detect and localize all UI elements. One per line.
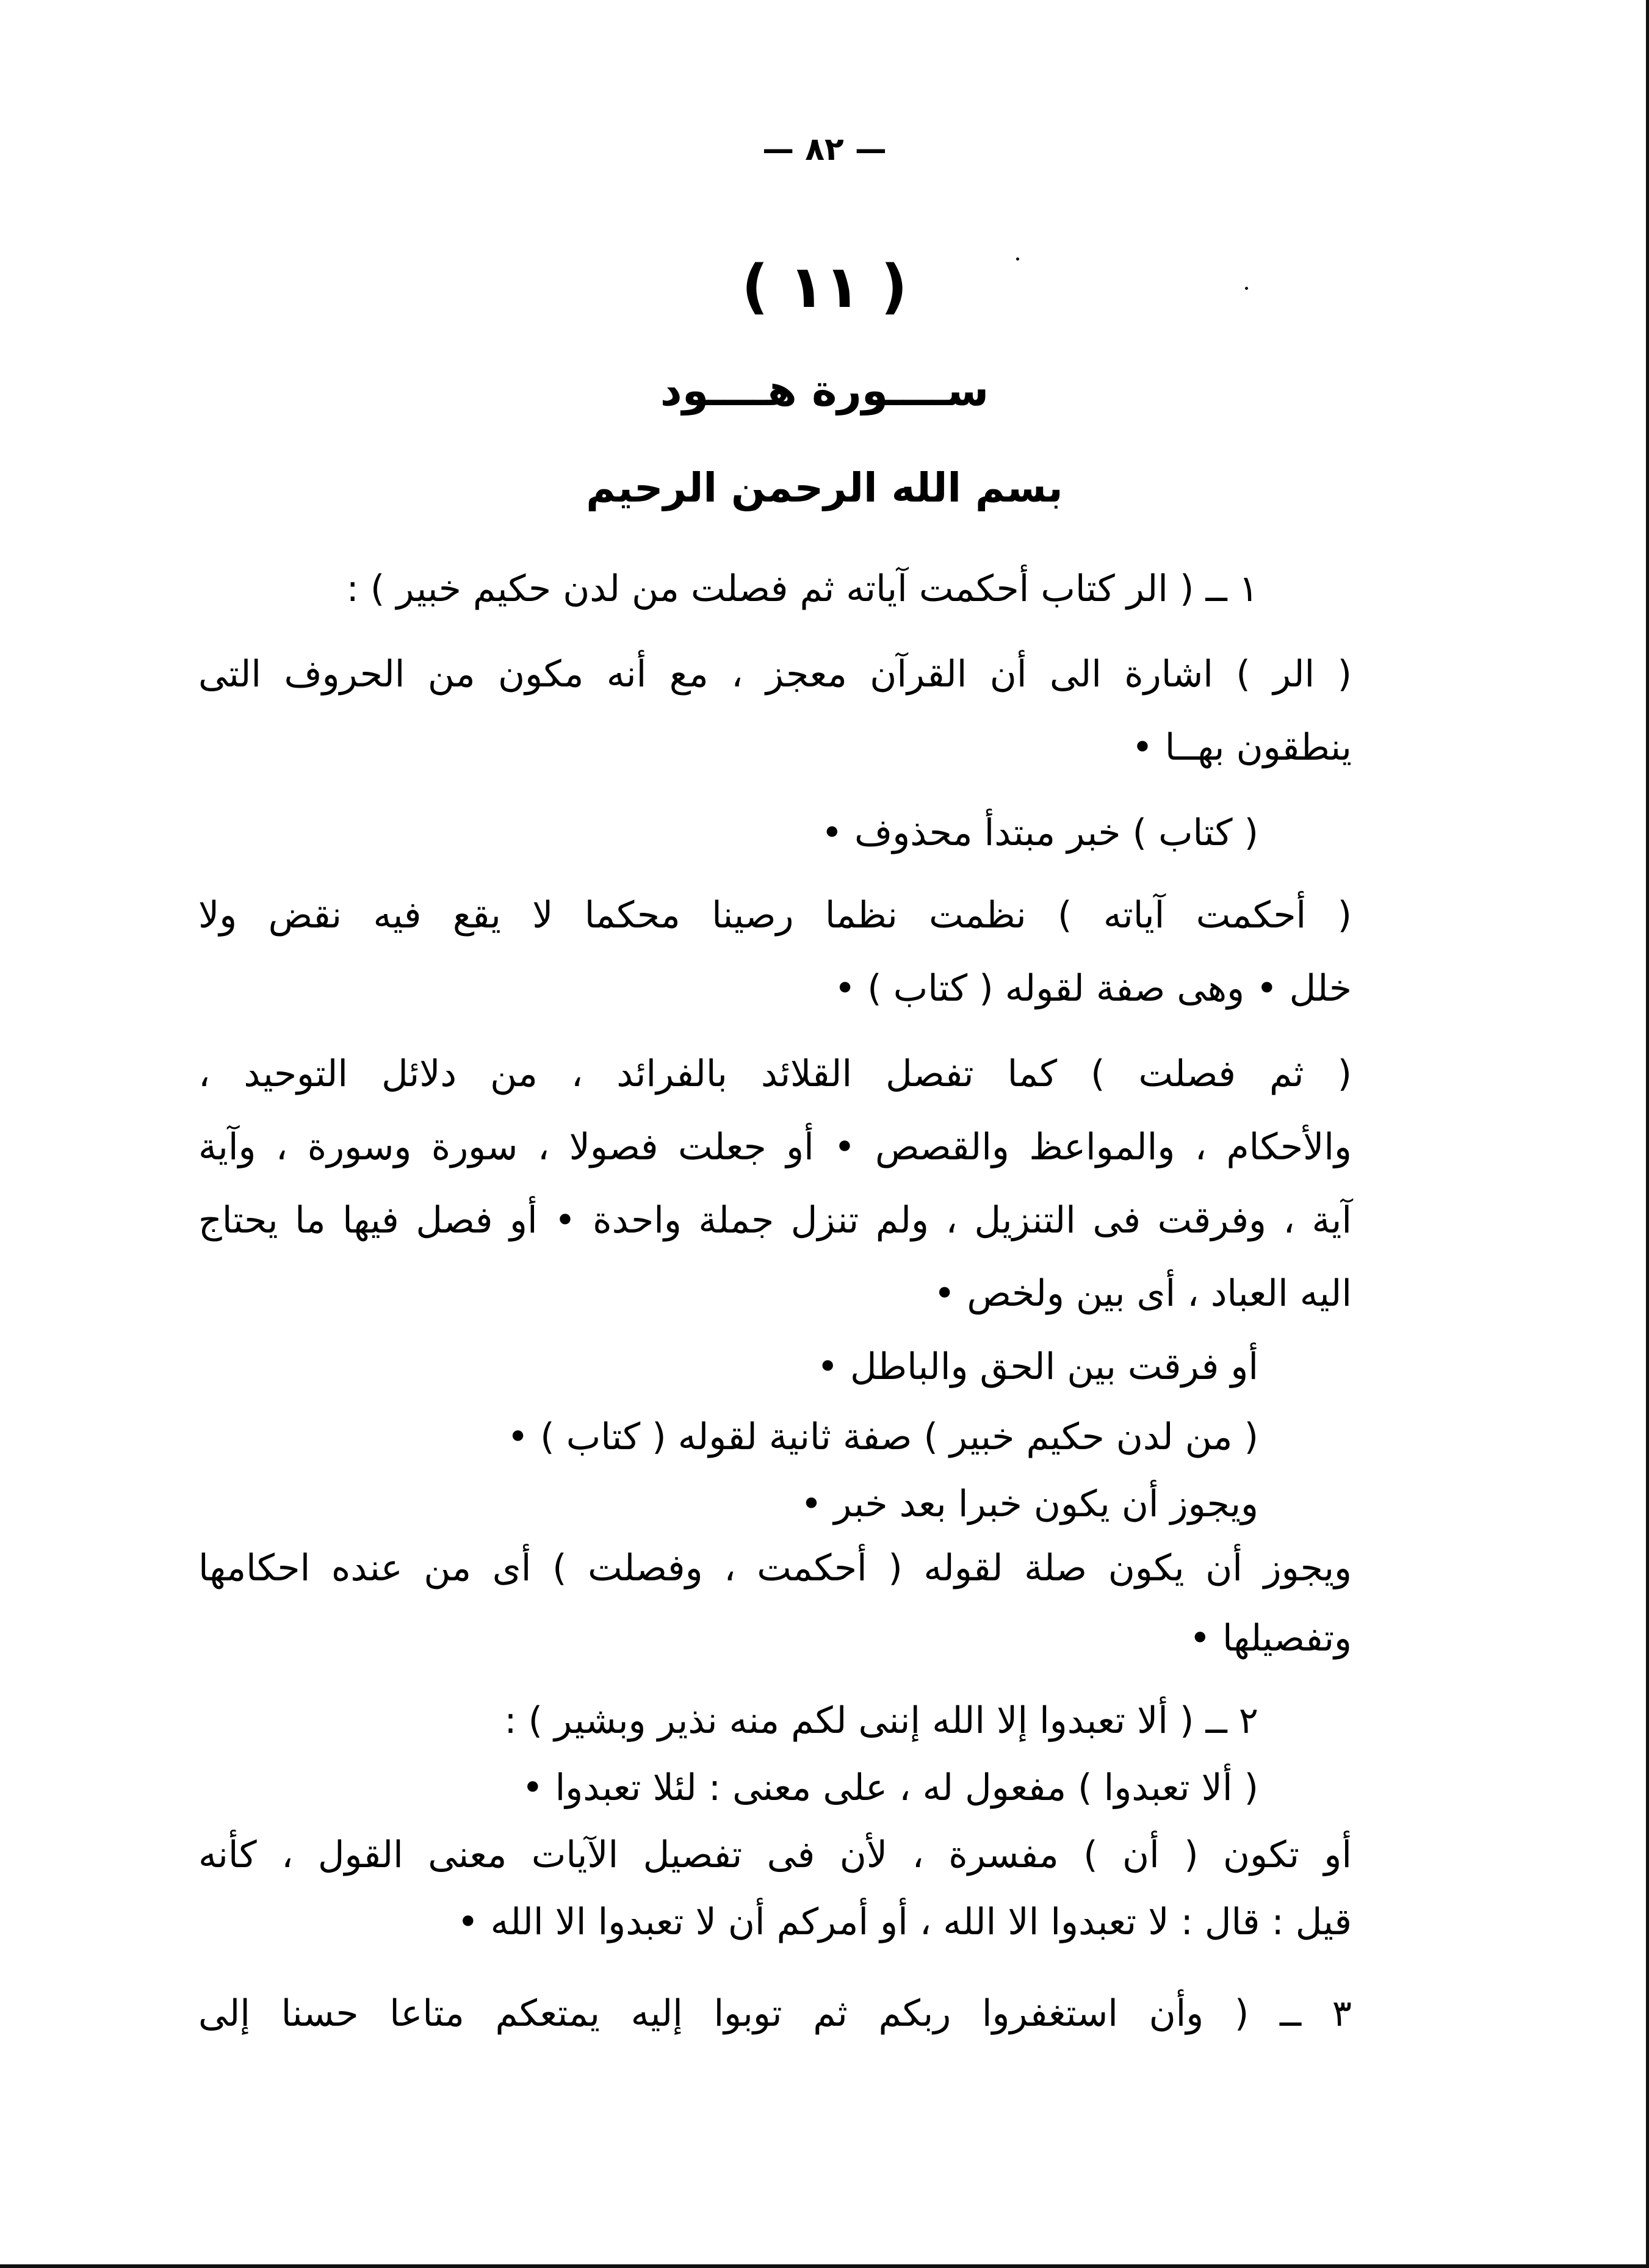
paragraph-line: ( ألا تعبدوا ) مفعول له ، على معنى : لئلا تعبدوا • — [522, 1766, 1258, 1809]
verse-2-heading: ٢ ــ ( ألا تعبدوا إلا الله إننى لكم منه نذير وبشير ) : — [504, 1699, 1258, 1742]
page-edge-right — [1646, 0, 1649, 2268]
paragraph-line: آية ، وفرقت فى التنزيل ، ولم تنزل جملة واحدة • أو فصل فيها ما يحتاج — [198, 1199, 1352, 1242]
scan-speck — [1245, 287, 1248, 290]
paragraph-line: أو فرقت بين الحق والباطل • — [817, 1345, 1258, 1388]
paragraph-line: ( أحكمت آياته ) نظمت نظما رصينا محكما لا يقع فيه نقض ولا — [198, 894, 1352, 937]
paragraph-line: خلل • وهى صفة لقوله ( كتاب ) • — [834, 967, 1352, 1010]
paragraph-line: أو تكون ( أن ) مفسرة ، لأن فى تفصيل الآيات معنى القول ، كأنه — [198, 1834, 1352, 1876]
chapter-number: ( ١١ ) — [742, 253, 907, 321]
verse-3-heading: ٣ ــ ( وأن استغفروا ربكم ثم توبوا إليه يمتعكم متاعا حسنا إلى — [198, 1992, 1352, 2035]
scan-speck — [1016, 257, 1019, 261]
basmala: بسم الله الرحمن الرحيم — [586, 464, 1063, 511]
surah-title: ســــورة هــــود — [660, 365, 989, 416]
paragraph-line: ( من لدن حكيم خبير ) صفة ثانية لقوله ( كتاب ) • — [507, 1416, 1258, 1458]
paragraph-line: قيل : قال : لا تعبدوا الا الله ، أو أمركم أن لا تعبدوا الا الله • — [457, 1901, 1352, 1943]
verse-1-heading: ١ ــ ( الر كتاب أحكمت آياته ثم فصلت من لدن حكيم خبير ) : — [346, 567, 1258, 610]
page-edge-bottom — [0, 2264, 1649, 2268]
paragraph-line: اليه العباد ، أى بين ولخص • — [933, 1272, 1352, 1315]
paragraph-line: ( الر ) اشارة الى أن القرآن معجز ، مع أنه مكون من الحروف التى — [198, 653, 1352, 696]
paragraph-line: ويجوز أن يكون صلة لقوله ( أحكمت ، وفصلت ) أى من عنده احكامها — [198, 1547, 1352, 1589]
paragraph-line: والأحكام ، والمواعظ والقصص • أو جعلت فصولا ، سورة وسورة ، وآية — [198, 1126, 1352, 1168]
paragraph-line: ينطقون بهــا • — [1131, 726, 1352, 769]
page-number: — ٨٢ — — [762, 131, 887, 168]
paragraph-line: ( ثم فصلت ) كما تفصل القلائد بالفرائد ، من دلائل التوحيد ، — [198, 1053, 1352, 1095]
paragraph-line: وتفصيلها • — [1189, 1617, 1352, 1660]
paragraph-line: ويجوز أن يكون خبرا بعد خبر • — [800, 1483, 1258, 1525]
paragraph-line: ( كتاب ) خبر مبتدأ محذوف • — [821, 812, 1258, 854]
